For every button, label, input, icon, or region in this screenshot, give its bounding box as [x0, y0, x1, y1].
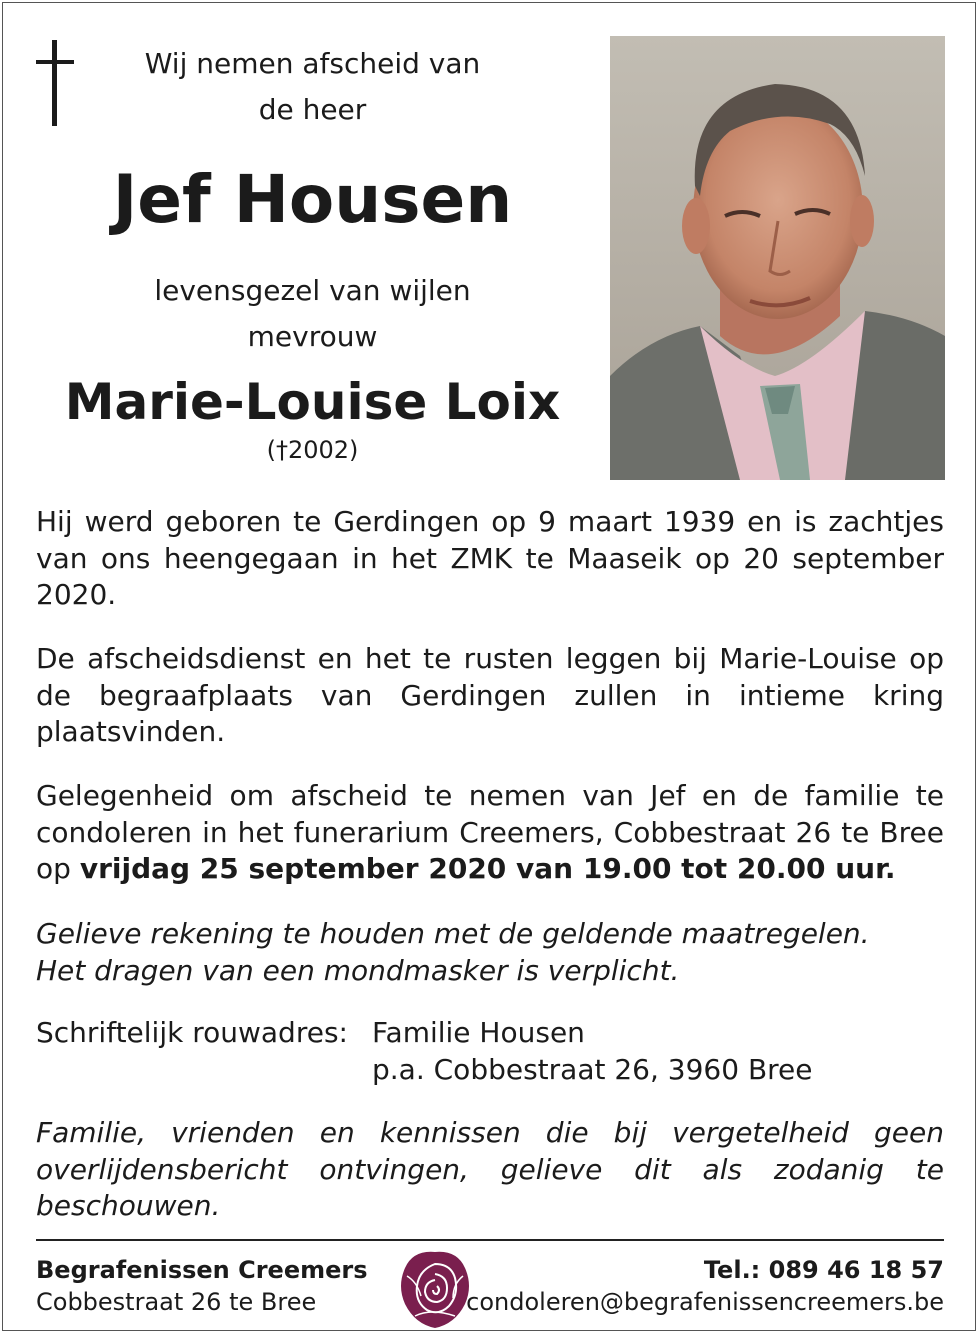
- company-address: Cobbestraat 26 te Bree: [36, 1288, 317, 1316]
- paragraph-service-text: De afscheidsdienst en het te rusten leggen bij Marie-Louise op de begraafplaats van Gerdingen zullen in intieme kring plaatsvinden.: [36, 642, 944, 748]
- rose-logo-icon: [395, 1246, 475, 1332]
- footer-contact: [466, 1254, 944, 1318]
- footer-phone: Tel.: 089 46 18 57: [703, 1256, 944, 1284]
- notice-line-1: Gelieve rekening te houden met de geldende maatregelen.: [36, 917, 870, 950]
- address-label: Schriftelijk rouwadres:: [36, 1016, 348, 1049]
- notice-measures: [36, 916, 944, 989]
- portrait-photo: [610, 36, 945, 480]
- intro-text: [40, 48, 585, 140]
- paragraph-condolence: [36, 778, 944, 888]
- paragraph-birth-text: Hij werd geboren te Gerdingen op 9 maart 1939 en is zachtjes van ons heengegaan in het ZMK te Maaseik op 20 september 2020.: [36, 505, 944, 611]
- footer-divider: [36, 1239, 944, 1241]
- paragraph-service: [36, 641, 944, 751]
- deceased-name: Jef Housen: [112, 161, 513, 238]
- partner-name: Marie-Louise Loix: [64, 373, 561, 431]
- closing-note-text: Familie, vrienden en kennissen die bij vergetelheid geen overlijdensbericht ontvingen, gelieve dit als zodanig te beschouwen.: [36, 1116, 944, 1222]
- address-line-1: Familie Housen: [372, 1016, 585, 1049]
- notice-line-2: Het dragen van een mondmasker is verplicht.: [36, 953, 680, 987]
- condolence-text: Gelegenheid om afscheid te nemen van Jef en de familie te condoleren in het funerarium Creemers, Cobbestraat 26 te Bree op: [36, 779, 944, 885]
- intro-line-1: Wij nemen afscheid van: [144, 47, 481, 80]
- paragraph-birth: [36, 504, 944, 614]
- closing-note: [36, 1115, 944, 1225]
- company-name: Begrafenissen Creemers: [36, 1256, 368, 1284]
- address-line-2: p.a. Cobbestraat 26, 3960 Bree: [372, 1053, 813, 1086]
- partner-intro-line-2: mevrouw: [247, 320, 378, 353]
- partner-intro: [40, 275, 585, 367]
- footer-email[interactable]: condoleren@begrafenissencreemers.be: [466, 1288, 944, 1316]
- mourning-address: [36, 1014, 813, 1088]
- intro-line-2: de heer: [258, 93, 367, 126]
- partner-death-year: (†2002): [266, 436, 359, 464]
- footer-company: [36, 1254, 368, 1318]
- partner-intro-line-1: levensgezel van wijlen: [154, 274, 471, 307]
- condolence-date: vrijdag 25 september 2020 van 19.00 tot 20.00 uur.: [79, 852, 896, 885]
